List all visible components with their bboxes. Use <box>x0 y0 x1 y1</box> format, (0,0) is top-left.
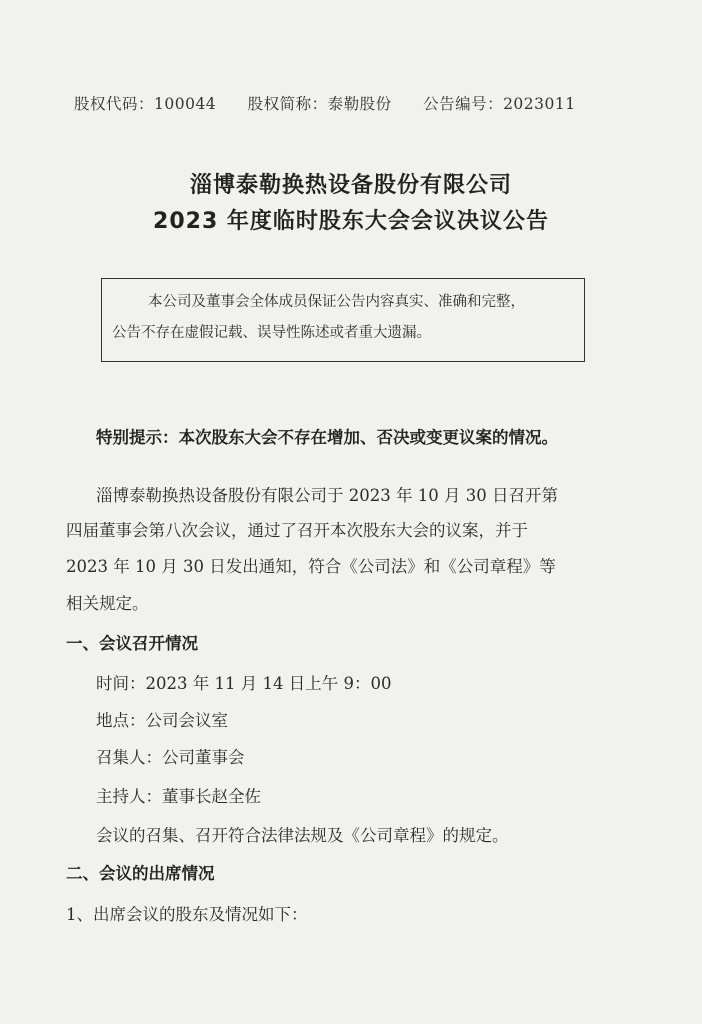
intro-line-2: 四届董事会第八次会议，通过了召开本次股东大会的议案，并于 <box>66 521 528 540</box>
company-title: 淄博泰勒换热设备股份有限公司 <box>189 173 512 198</box>
meeting-time: 时间：2023 年 11 月 14 日上午 9：00 <box>96 674 392 693</box>
intro-line-1: 淄博泰勒换热设备股份有限公司于 2023 年 10 月 30 日召开第 <box>96 486 558 505</box>
announcement-title: 2023 年度临时股东大会会议决议公告 <box>153 209 549 234</box>
intro-line-3: 2023 年 10 月 30 日发出通知，符合《公司法》和《公司章程》等 <box>66 557 556 576</box>
intro-line-4: 相关规定。 <box>66 594 149 613</box>
stock-code: 股权代码：100044 <box>74 95 217 113</box>
special-tip: 特别提示：本次股东大会不存在增加、否决或变更议案的情况。 <box>96 428 558 447</box>
notice-number: 公告编号：2023011 <box>423 95 576 113</box>
attendance-item-1: 1、出席会议的股东及情况如下： <box>66 905 308 924</box>
stock-short-name: 股权简称：泰勒股份 <box>247 95 392 113</box>
document-header <box>74 92 576 114</box>
section-2-heading: 二、会议的出席情况 <box>66 864 215 883</box>
meeting-convener: 召集人：公司董事会 <box>96 748 245 767</box>
section-1-heading: 一、会议召开情况 <box>66 634 198 653</box>
meeting-host: 主持人：董事长赵全佐 <box>96 787 261 806</box>
disclaimer-line-2: 公告不存在虚假记载、误导性陈述或者重大遗漏。 <box>112 325 431 341</box>
disclaimer-line-1: 本公司及董事会全体成员保证公告内容真实、准确和完整， <box>148 294 525 310</box>
disclaimer-box <box>101 278 585 362</box>
meeting-compliance: 会议的召集、召开符合法律法规及《公司章程》的规定。 <box>96 826 509 845</box>
meeting-location: 地点：公司会议室 <box>96 711 228 730</box>
